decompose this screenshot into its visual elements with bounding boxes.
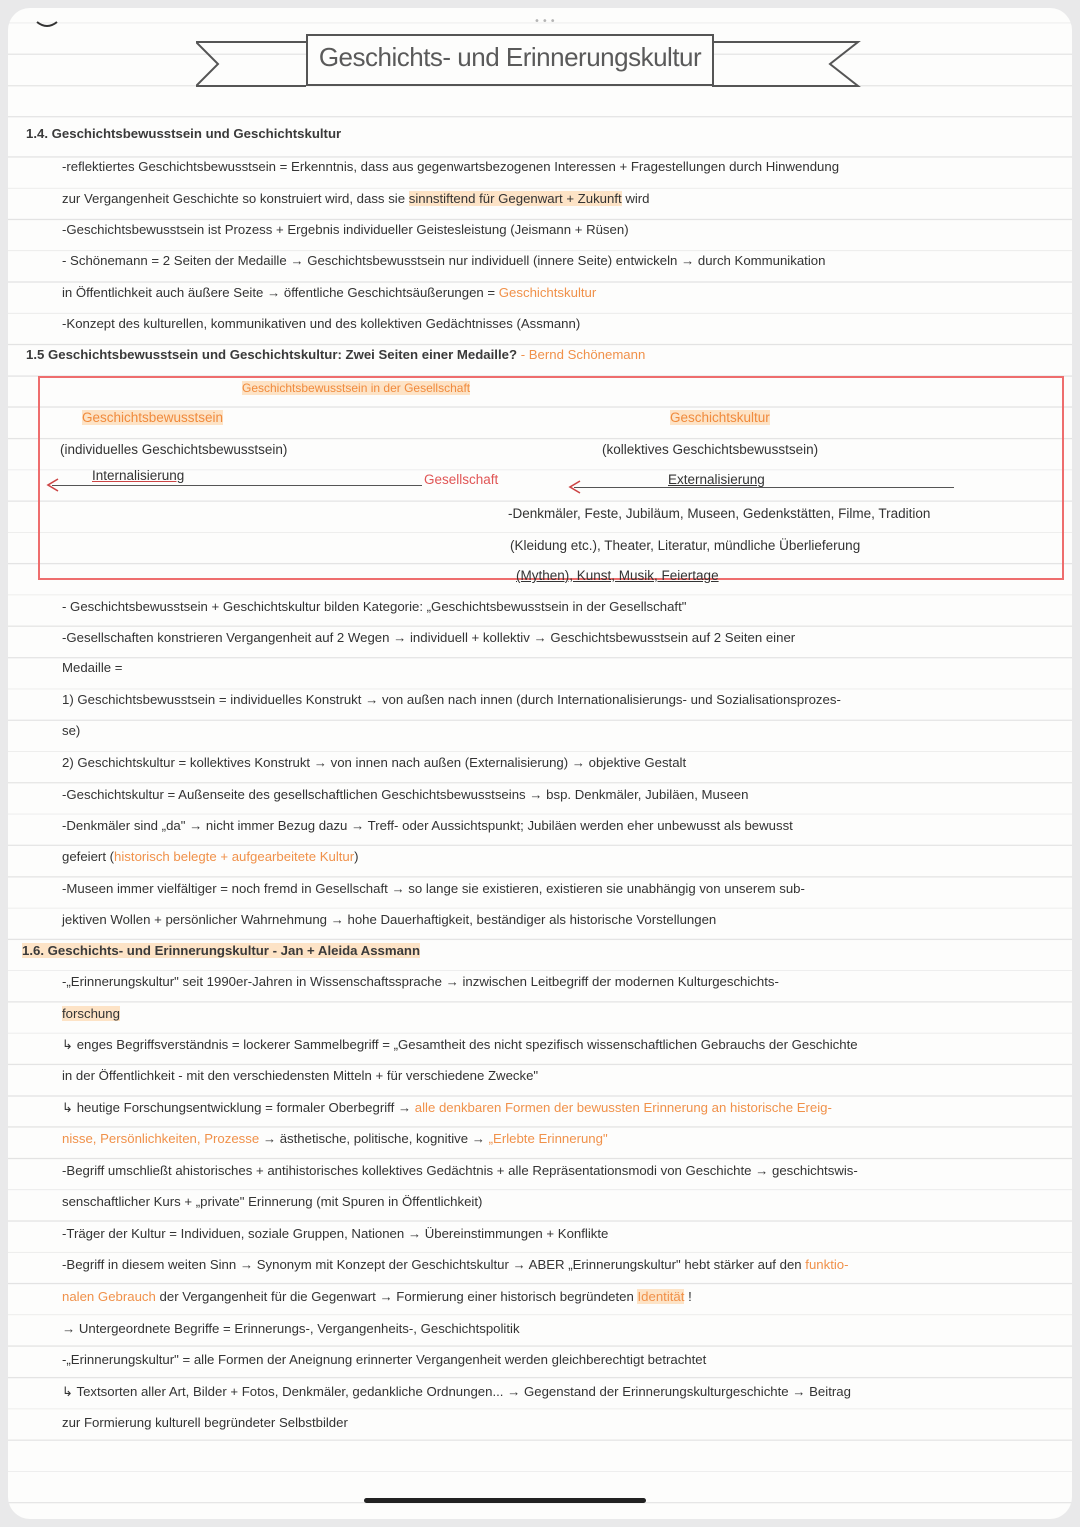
diagram-list-line: (Mythen), Kunst, Musik, Feiertage <box>516 568 719 583</box>
more-dots-icon[interactable]: ••• <box>534 16 558 27</box>
text-line: gefeiert (historisch belegte + aufgearbeitete Kultur) <box>62 849 359 864</box>
title-banner <box>306 34 714 86</box>
diagram-right-heading: Geschichtskultur <box>670 410 770 425</box>
section-1-4-heading: 1.4. Geschichtsbewusstsein und Geschichtskultur <box>26 126 342 141</box>
text-line: nisse, Persönlichkeiten, Prozesse → ästhetische, politische, kognitive → „Erlebte Erinnerung" <box>62 1131 608 1146</box>
text-line: ↳ Textsorten aller Art, Bilder + Fotos, Denkmäler, gedankliche Ordnungen... → Gegenstand der Erinnerungskulturgeschichte → Beitrag <box>62 1384 851 1399</box>
text-line: 1) Geschichtsbewusstsein = individuelles Konstrukt → von außen nach innen (durch Internationalisierungs- und Sozialisationsprozes- <box>62 692 841 707</box>
text-line: -Geschichtskultur = Außenseite des gesellschaftlichen Geschichtsbewusstseins → bsp. Denkmäler, Jubiläen, Museen <box>62 787 749 802</box>
text-line: -Träger der Kultur = Individuen, soziale Gruppen, Nationen → Übereinstimmungen + Konflikte <box>62 1226 609 1241</box>
diagram-right-sub: (kollektives Geschichtsbewusstsein) <box>602 442 819 457</box>
text-line: ↳ enges Begriffsverständnis = lockerer Sammelbegriff = „Gesamtheit des nicht spezifisch wissenschaftlichen Gebrauchs der Geschichte <box>62 1037 858 1052</box>
text-line: -reflektiertes Geschichtsbewusstsein = Erkenntnis, dass aus gegenwartsbezogenen Interessen + Fragestellungen durch Hinwendung <box>62 159 840 174</box>
banner-left-arrow-icon <box>196 34 308 90</box>
section-1-6-heading: 1.6. Geschichts- und Erinnerungskultur - Jan + Aleida Assmann <box>22 943 421 958</box>
text-line: in der Öffentlichkeit - mit den verschiedensten Mitteln + für verschiedene Zwecke" <box>62 1068 539 1083</box>
internalisierung-label: Internalisierung <box>92 468 185 483</box>
text-line: -Museen immer vielfältiger = noch fremd in Gesellschaft → so lange sie existieren, existieren sie unabhängig von unserem sub- <box>62 881 805 896</box>
text-line: → Untergeordnete Begriffe = Erinnerungs-, Vergangenheits-, Geschichtspolitik <box>62 1321 520 1336</box>
text-line: zur Formierung kulturell begründeter Selbstbilder <box>62 1415 348 1430</box>
diagram-left-sub: (individuelles Geschichtsbewusstsein) <box>60 442 288 457</box>
text-line: in Öffentlichkeit auch äußere Seite → öffentliche Geschichtsäußerungen = Geschichtskultur <box>62 285 597 300</box>
page-title: Geschichts- und Erinnerungskultur <box>318 42 702 72</box>
text-line: -Denkmäler sind „da" → nicht immer Bezug dazu → Treff- oder Aussichtspunkt; Jubiläen werden eher unbewusst als bewusst <box>62 818 793 833</box>
text-line: - Geschichtsbewusstsein + Geschichtskultur bilden Kategorie: „Geschichtsbewusstsein in der Gesellschaft" <box>62 599 687 614</box>
text-line: -Gesellschaften konstrieren Vergangenheit auf 2 Wegen → individuell + kollektiv → Geschichtsbewusstsein auf 2 Seiten einer <box>62 630 796 645</box>
text-line: -Konzept des kulturellen, kommunikativen und des kollektiven Gedächtnisses (Assmann) <box>62 316 581 331</box>
diagram-title: Geschichtsbewusstsein in der Gesellschaft <box>242 381 471 395</box>
text-line: senschaftlicher Kurs + „private" Erinnerung (mit Spuren in Öffentlichkeit) <box>62 1194 483 1209</box>
text-line: nalen Gebrauch der Vergangenheit für die Gegenwart → Formierung einer historisch begründeten Identität ! <box>62 1289 692 1304</box>
banner-right-arrow-icon <box>712 34 862 90</box>
text-line: Medaille = <box>62 660 123 675</box>
externalisierung-line <box>574 487 954 488</box>
text-line: -„Erinnerungskultur" = alle Formen der Aneignung erinnerter Vergangenheit werden gleichberechtigt betrachtet <box>62 1352 707 1367</box>
chevron-down-icon[interactable] <box>34 18 60 34</box>
text-line: -Geschichtsbewusstsein ist Prozess + Ergebnis individueller Geistesleistung (Jeismann + Rüsen) <box>62 222 629 237</box>
text-line: zur Vergangenheit Geschichte so konstruiert wird, dass sie sinnstiftend für Gegenwart + Zukunft wird <box>62 191 650 206</box>
externalisierung-label: Externalisierung <box>668 472 765 487</box>
diagram-list-line: (Kleidung etc.), Theater, Literatur, mündliche Überlieferung <box>510 538 861 553</box>
home-indicator[interactable] <box>364 1498 646 1503</box>
text-line: -„Erinnerungskultur" seit 1990er-Jahren in Wissenschaftssprache → inzwischen Leitbegriff der modernen Kulturgeschichts- <box>62 974 779 989</box>
text-line: - Schönemann = 2 Seiten der Medaille → Geschichtsbewusstsein nur individuell (innere Seite) entwickeln → durch Kommunikation <box>62 253 826 268</box>
text-line: forschung <box>62 1006 120 1021</box>
text-line: -Begriff in diesem weiten Sinn → Synonym mit Konzept der Geschichtskultur → ABER „Erinnerungskultur" hebt stärker auf den funktio- <box>62 1257 849 1272</box>
gesellschaft-label: Gesellschaft <box>424 472 499 487</box>
text-line: ↳ heutige Forschungsentwicklung = formaler Oberbegriff → alle denkbaren Formen der bewussten Erinnerung an historische Ereig- <box>62 1100 832 1115</box>
text-line: se) <box>62 723 81 738</box>
internalisierung-line <box>52 485 422 486</box>
section-1-5-heading: 1.5 Geschichtsbewusstsein und Geschichtskultur: Zwei Seiten einer Medaille? - Bernd Schönemann <box>26 347 646 362</box>
text-line: -Begriff umschließt ahistorisches + antihistorisches kollektives Gedächtnis + alle Repräsentationsmodi von Geschichte → geschichtswis- <box>62 1163 858 1178</box>
diagram-left-heading: Geschichtsbewusstsein <box>82 410 224 425</box>
text-line: jektiven Wollen + persönlicher Wahrnehmung → hohe Dauerhaftigkeit, beständiger als historische Vorstellungen <box>62 912 717 927</box>
text-line: 2) Geschichtskultur = kollektives Konstrukt → von innen nach außen (Externalisierung) → objektive Gestalt <box>62 755 687 770</box>
diagram-list-line: -Denkmäler, Feste, Jubiläum, Museen, Gedenkstätten, Filme, Tradition <box>508 506 931 521</box>
